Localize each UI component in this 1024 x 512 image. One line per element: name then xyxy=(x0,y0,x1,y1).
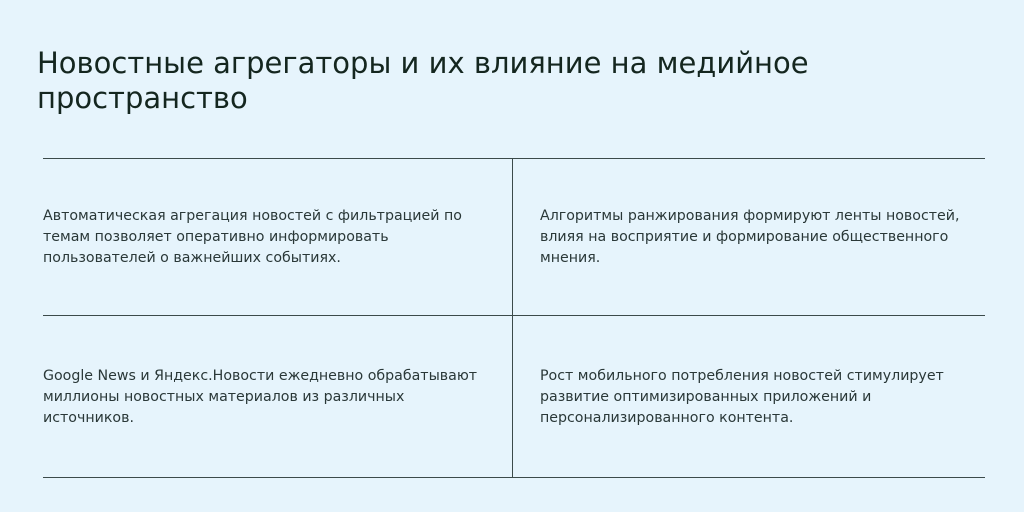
grid-divider-middle xyxy=(43,315,985,316)
cell-text-bottom-left: Google News и Яндекс.Новости ежедневно обрабатывают миллионы новостных материалов из различных источников. xyxy=(43,368,478,426)
slide-title: Новостные агрегаторы и их влияние на медийное пространство xyxy=(37,46,809,115)
cell-text-top-left: Автоматическая агрегация новостей с фильтрацией по темам позволяет оперативно информировать пользователей о важнейших событиях. xyxy=(43,208,462,266)
cell-text-top-right: Алгоритмы ранжирования формируют ленты новостей, влияя на восприятие и формирование общественного мнения. xyxy=(540,208,960,266)
cell-text-bottom-right: Рост мобильного потребления новостей стимулирует развитие оптимизированных приложений и персонализированного контента. xyxy=(540,368,944,426)
grid-divider-top xyxy=(43,158,985,159)
grid-divider-bottom xyxy=(43,477,985,478)
grid-divider-vertical xyxy=(512,158,513,478)
info-grid xyxy=(43,158,985,478)
